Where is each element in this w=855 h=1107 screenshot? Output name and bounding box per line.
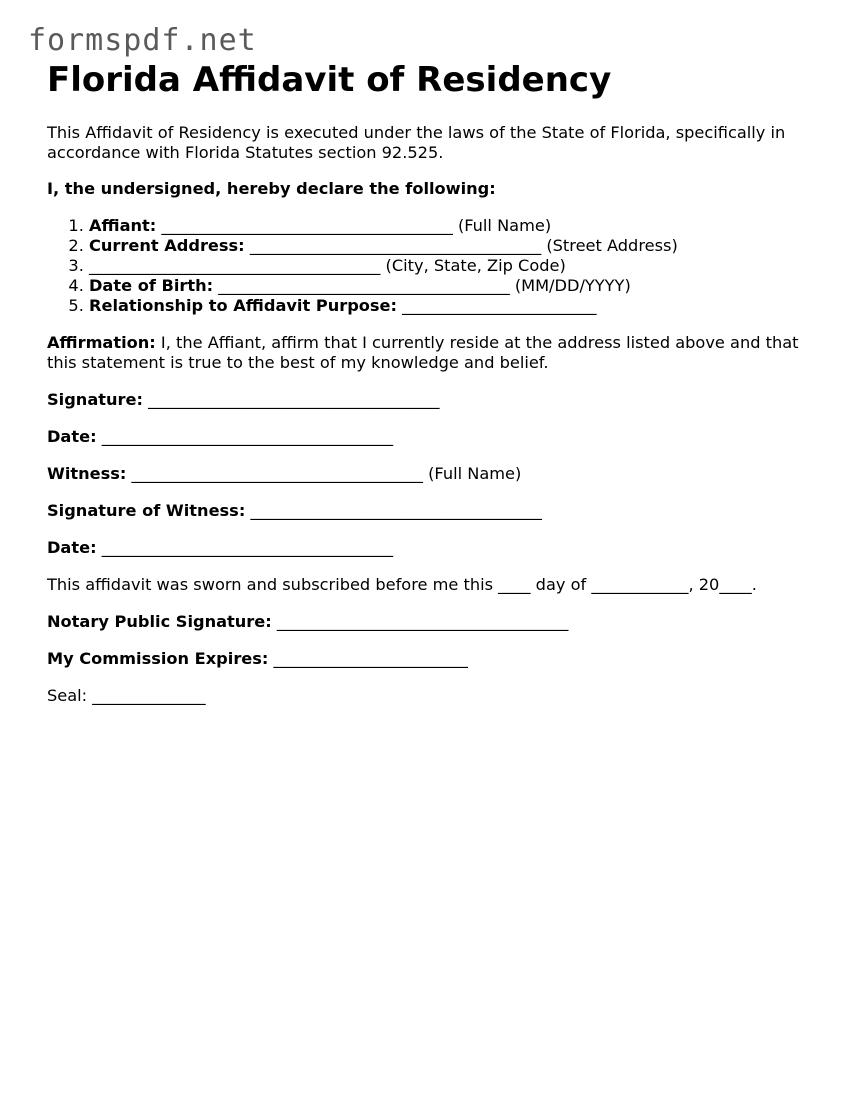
list-item-relationship [89,296,817,316]
date-row [47,427,817,447]
document-body [47,123,817,706]
date-of-birth-label: Date of Birth: [89,276,214,295]
intro-paragraph: This Affidavit of Residency is executed under the laws of the State of Florida, specifically in accordance with Florida Statutes section 92.525. [47,123,786,162]
relationship-label: Relationship to Affidavit Purpose: [89,296,398,315]
city-state-zip-note: (City, State, Zip Code) [385,256,566,275]
notary-signature-field[interactable]: ____________________________________ [276,612,569,631]
witness-date-label: Date: [47,538,97,557]
watermark-text: formspdf.net [28,23,257,58]
witness-signature-row [47,501,817,521]
date-label: Date: [47,427,97,446]
witness-signature-field[interactable]: ____________________________________ [250,501,542,520]
relationship-field[interactable]: ________________________ [402,296,597,315]
sworn-statement: This affidavit was sworn and subscribed before me this ____ day of ____________, 20____. [47,575,757,594]
seal-field[interactable]: ______________ [92,686,206,705]
commission-label: My Commission Expires: [47,649,269,668]
list-item-city-state-zip [89,256,817,276]
affirmation-paragraph [47,333,817,373]
notary-label: Notary Public Signature: [47,612,272,631]
affiant-label: Affiant: [89,216,157,235]
notary-row [47,612,817,632]
street-address-note: (Street Address) [546,236,678,255]
date-of-birth-note: (MM/DD/YYYY) [514,276,631,295]
witness-name-field[interactable]: ____________________________________ [131,464,423,483]
affirmation-text: I, the Affiant, affirm that I currently reside at the address listed above and that this statement is true to the best of my knowledge and belief. [47,333,799,372]
witness-row [47,464,817,484]
list-item-current-address [89,236,817,256]
commission-row [47,649,817,669]
commission-expires-field[interactable]: ________________________ [273,649,468,668]
witness-date-field[interactable]: ____________________________________ [101,538,394,557]
street-address-field[interactable]: ____________________________________ [249,236,542,255]
seal-row [47,686,817,706]
witness-date-row [47,538,817,558]
date-field[interactable]: ____________________________________ [101,427,394,446]
signature-row [47,390,817,410]
current-address-label: Current Address: [89,236,245,255]
witness-label: Witness: [47,464,127,483]
seal-label: Seal: [47,686,88,705]
date-of-birth-field[interactable]: ____________________________________ [218,276,510,295]
affirmation-label: Affirmation: [47,333,156,352]
affiant-note: (Full Name) [457,216,552,235]
declaration-heading: I, the undersigned, hereby declare the following: [47,179,496,198]
city-state-zip-field[interactable]: ____________________________________ [89,256,381,275]
signature-field[interactable]: ____________________________________ [148,390,440,409]
page-title: Florida Affidavit of Residency [47,60,612,100]
declaration-list [47,216,817,316]
witness-signature-label: Signature of Witness: [47,501,246,520]
list-item-date-of-birth [89,276,817,296]
affiant-field[interactable]: ____________________________________ [161,216,453,235]
witness-note: (Full Name) [428,464,522,483]
list-item-affiant [89,216,817,236]
signature-label: Signature: [47,390,143,409]
